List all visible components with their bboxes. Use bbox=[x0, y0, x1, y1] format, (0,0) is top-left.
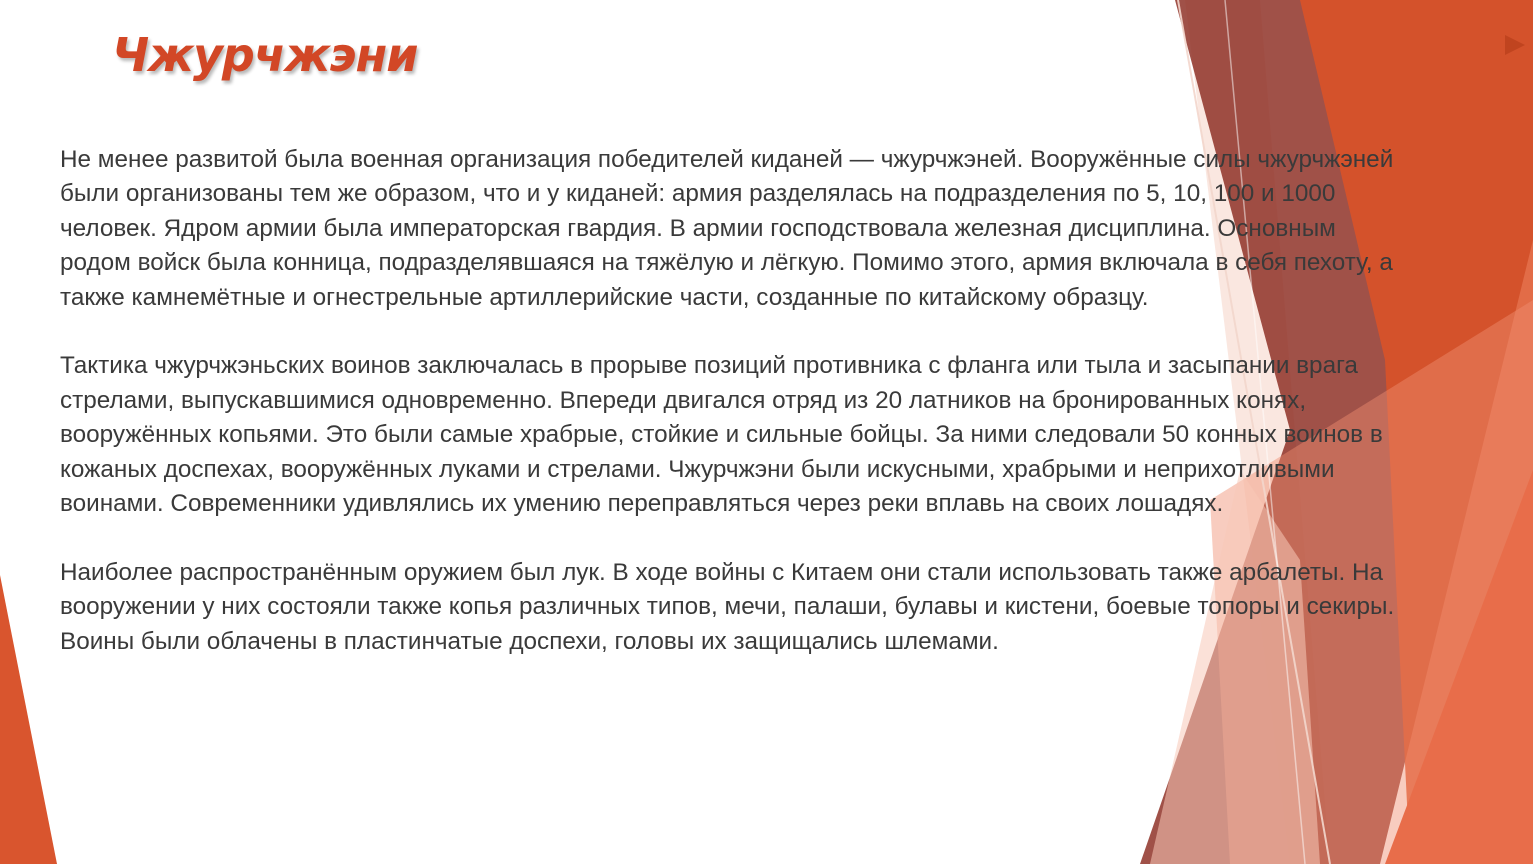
paragraph-weapons: Наиболее распространённым оружием был лук. В ходе войны с Китаем они стали использовать также арбалеты. На вооружении у них состояли также копья различных типов, мечи, палаши, булавы и кистени, боевые топоры и секиры. Воины были облачены в пластинчатые доспехи, головы их защищались шлемами. bbox=[60, 558, 1395, 655]
paragraph-military-organization: Не менее развитой была военная организация победителей киданей — чжурчжэней. Вооружённые силы чжурчжэней были организованы тем же образом, что и у киданей: армия разделялась на подразделения по 5, 10, 100 и 1000 человек. Ядром армии была императорская гвардия. В армии господствовала железная дисциплина. Основным родом войск была конница, подразделявшаяся на тяжёлую и лёгкую. Помимо этого, армия включала в себя пехоту, а также камнемётные и огнестрельные артиллерийские части, созданные по китайскому образцу. bbox=[60, 146, 1394, 311]
left-orange-strip bbox=[0, 575, 57, 864]
paragraph-tactics: Тактика чжурчжэньских воинов заключалась в прорыве позиций противника с фланга или тыла и засыпании врага стрелами, выпускавшимися одновременно. Впереди двигался отряд из 20 латников на бронированных конях, вооружённых копьями. Это были самые храбрые, стойкие и сильные бойцы. За ними следовали 50 конных воинов в кожаных доспехах, вооружённых луками и стрелами. Чжурчжэни были искусными, храбрыми и неприхотливыми воинами. Современники удивлялись их умению переправляться через реки вплавь на своих лошадях. bbox=[60, 352, 1383, 518]
slide-title: Чжурчжэни bbox=[112, 28, 418, 82]
slide-body bbox=[60, 143, 1405, 693]
